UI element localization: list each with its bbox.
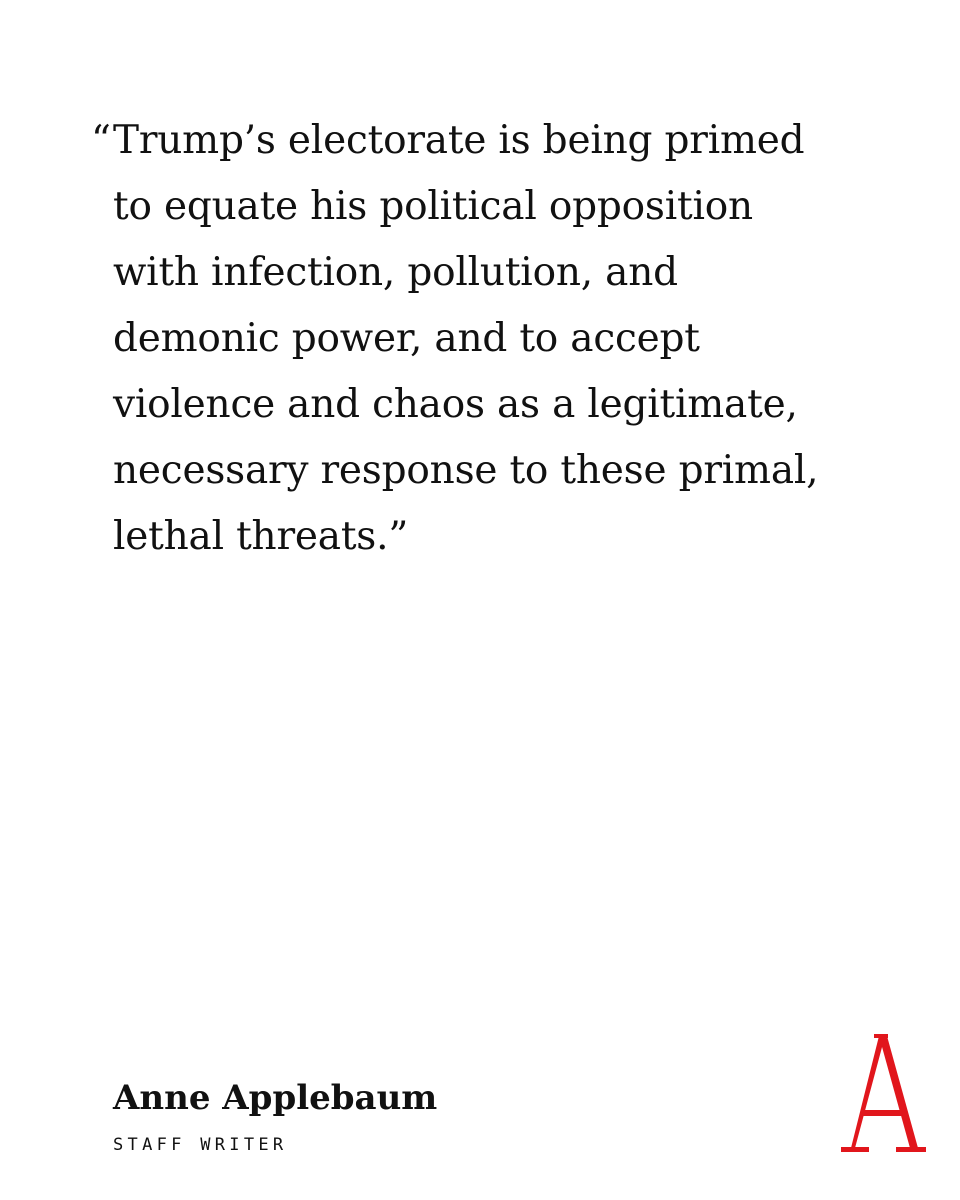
quote-line-1: Trump’s electorate is being primed xyxy=(113,118,805,163)
quote-line-6: necessary response to these primal, xyxy=(113,448,819,493)
quote-line-2: to equate his political opposition xyxy=(113,184,753,229)
quote-line-5: violence and chaos as a legitimate, xyxy=(113,382,798,427)
author-name: Anne Applebaum xyxy=(113,1078,438,1118)
quote-line-7: lethal threats.” xyxy=(113,514,409,559)
opening-quote-mark: “ xyxy=(91,118,111,163)
quote-line-4: demonic power, and to accept xyxy=(113,316,700,361)
quote-text xyxy=(91,108,913,570)
atlantic-a-logo-icon xyxy=(838,1030,928,1160)
quote-line-3: with infection, pollution, and xyxy=(113,250,678,295)
author-role: STAFF WRITER xyxy=(113,1135,288,1155)
